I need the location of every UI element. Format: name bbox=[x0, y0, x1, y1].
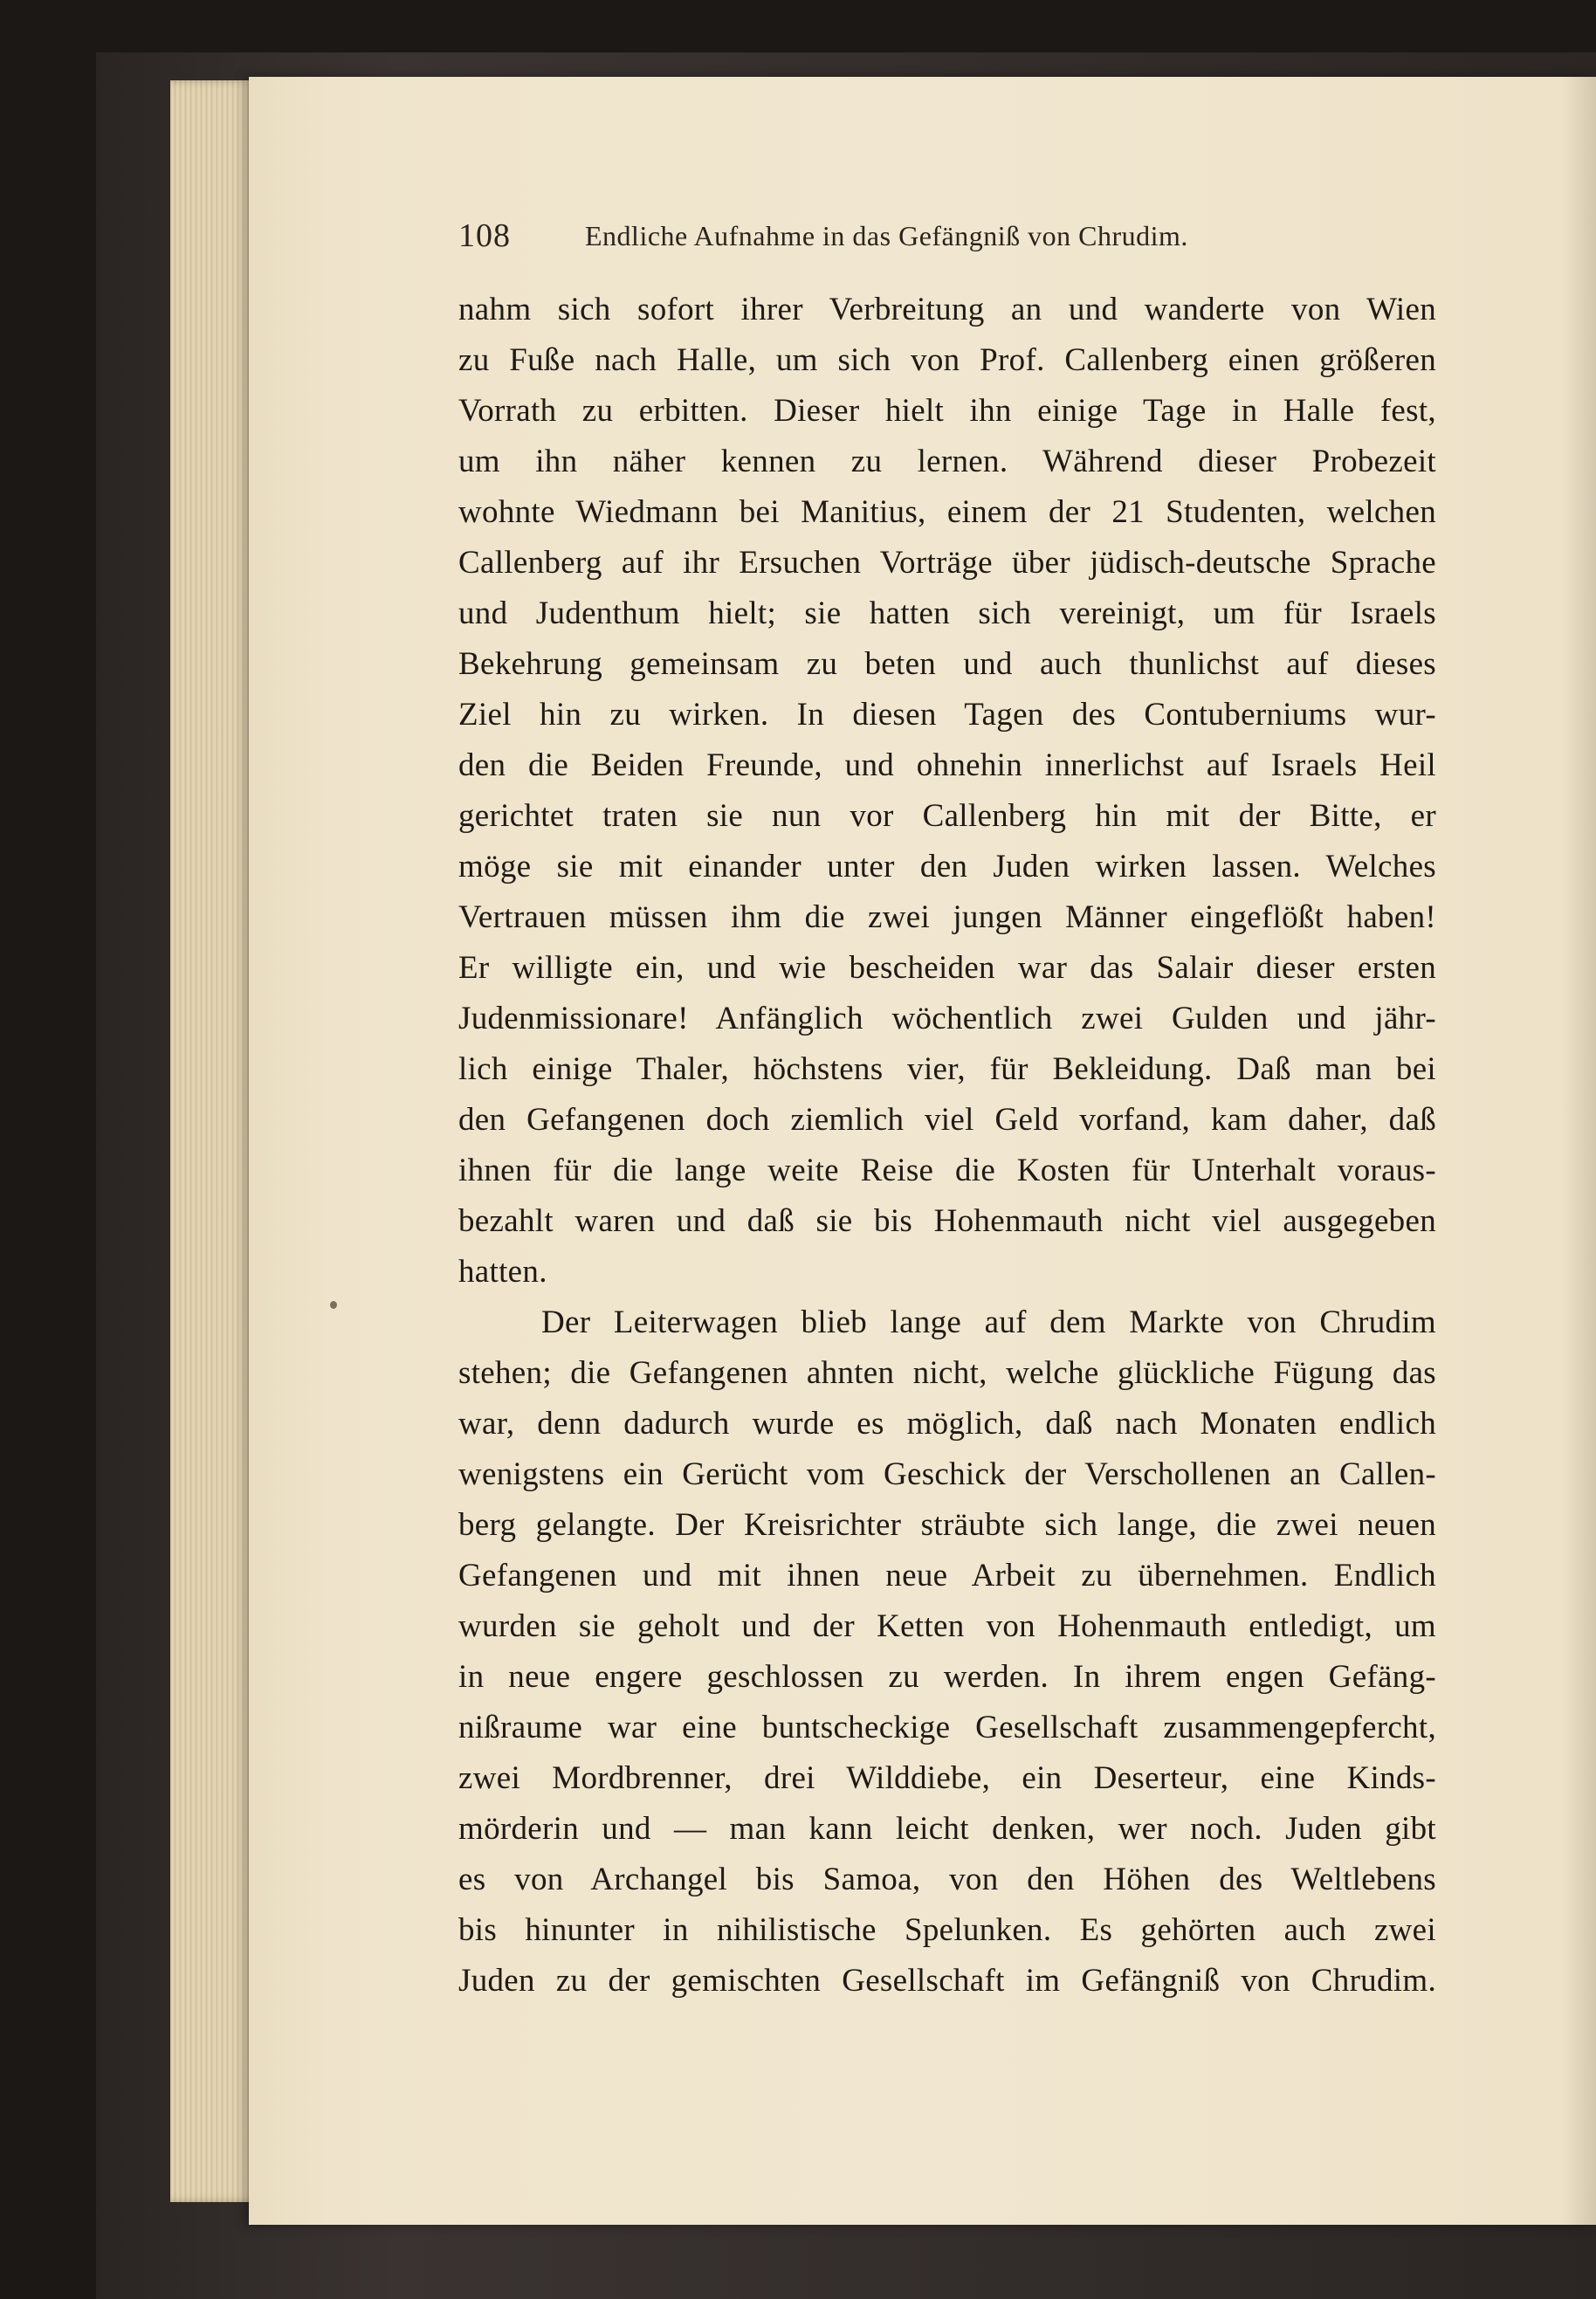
text-line: Gefangenen und mit ihnen neue Arbeit zu übernehmen. Endlich bbox=[458, 1558, 1436, 1593]
text-line: Vorrath zu erbitten. Dieser hielt ihn einige Tage in Halle fest, bbox=[458, 393, 1436, 429]
text-line: Vertrauen müssen ihm die zwei jungen Männer eingeflößt haben! bbox=[458, 899, 1436, 935]
text-line: hatten. bbox=[458, 1254, 547, 1290]
text-line: berg gelangte. Der Kreisrichter sträubte sich lange, die zwei neuen bbox=[458, 1507, 1436, 1543]
text-line: zu Fuße nach Halle, um sich von Prof. Callenberg einen größeren bbox=[458, 342, 1436, 378]
text-line: es von Archangel bis Samoa, von den Höhen des Weltlebens bbox=[458, 1862, 1436, 1897]
page-gutter-shadow bbox=[1561, 77, 1596, 2225]
text-line: möge sie mit einander unter den Juden wirken lassen. Welches bbox=[458, 849, 1436, 884]
page-header bbox=[458, 217, 1436, 269]
text-line: in neue engere geschlossen zu werden. In ihrem engen Gefäng- bbox=[458, 1659, 1436, 1695]
text-line: gerichtet traten sie nun vor Callenberg hin mit der Bitte, er bbox=[458, 798, 1436, 834]
text-line: um ihn näher kennen zu lernen. Während dieser Probezeit bbox=[458, 444, 1436, 479]
text-line: Bekehrung gemeinsam zu beten und auch thunlichst auf dieses bbox=[458, 646, 1436, 682]
running-head: Endliche Aufnahme in das Gefängniß von Chrudim. bbox=[585, 220, 1188, 251]
text-line: war, denn dadurch wurde es möglich, daß nach Monaten endlich bbox=[458, 1406, 1436, 1442]
page-number: 108 bbox=[458, 217, 511, 254]
text-line: Ziel hin zu wirken. In diesen Tagen des Contuberniums wur- bbox=[458, 697, 1436, 733]
text-line: nahm sich sofort ihrer Verbreitung an und wanderte von Wien bbox=[458, 292, 1436, 327]
text-line: nißraume war eine buntscheckige Gesellschaft zusammengepfercht, bbox=[458, 1710, 1436, 1745]
text-line: Callenberg auf ihr Ersuchen Vorträge über jüdisch-deutsche Sprache bbox=[458, 545, 1436, 581]
text-line: zwei Mordbrenner, drei Wilddiebe, ein Deserteur, eine Kinds- bbox=[458, 1760, 1436, 1796]
text-line: Juden zu der gemischten Gesellschaft im Gefängniß von Chrudim. bbox=[458, 1963, 1436, 1999]
margin-speck bbox=[330, 1301, 337, 1309]
text-line: Er willigte ein, und wie bescheiden war das Salair dieser ersten bbox=[458, 950, 1436, 986]
text-line: stehen; die Gefangenen ahnten nicht, welche glückliche Fügung das bbox=[458, 1355, 1436, 1391]
text-line: den Gefangenen doch ziemlich viel Geld vorfand, kam daher, daß bbox=[458, 1102, 1436, 1138]
text-line: mörderin und — man kann leicht denken, wer noch. Juden gibt bbox=[458, 1811, 1436, 1847]
text-line: wenigstens ein Gerücht vom Geschick der Verschollenen an Callen- bbox=[458, 1456, 1436, 1492]
text-line: und Judenthum hielt; sie hatten sich vereinigt, um für Israels bbox=[458, 595, 1436, 631]
text-line: wurden sie geholt und der Ketten von Hohenmauth entledigt, um bbox=[458, 1608, 1436, 1644]
text-line: ihnen für die lange weite Reise die Kosten für Unterhalt voraus- bbox=[458, 1153, 1436, 1188]
text-line: bezahlt waren und daß sie bis Hohenmauth nicht viel ausgegeben bbox=[458, 1203, 1436, 1239]
text-line: lich einige Thaler, höchstens vier, für Bekleidung. Daß man bei bbox=[458, 1051, 1436, 1087]
text-line: wohnte Wiedmann bei Manitius, einem der 21 Studenten, welchen bbox=[458, 494, 1436, 530]
text-line: Der Leiterwagen blieb lange auf dem Markte von Chrudim bbox=[541, 1304, 1436, 1340]
text-line: bis hinunter in nihilistische Spelunken. Es gehörten auch zwei bbox=[458, 1912, 1436, 1948]
text-line: Judenmissionare! Anfänglich wöchentlich zwei Gulden und jähr- bbox=[458, 1001, 1436, 1036]
text-line: den die Beiden Freunde, und ohnehin innerlichst auf Israels Heil bbox=[458, 747, 1436, 783]
